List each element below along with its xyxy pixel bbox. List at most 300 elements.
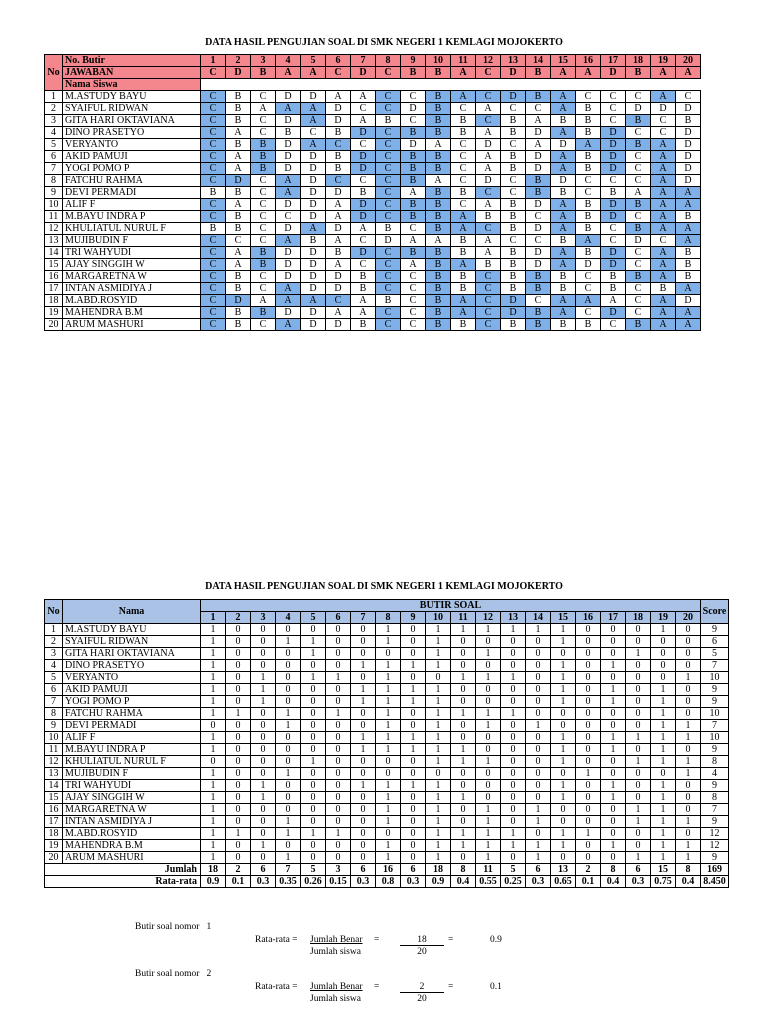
item-score: 0	[351, 672, 376, 684]
item-score: 0	[676, 792, 701, 804]
student-answer: A	[351, 307, 376, 319]
total-score: 6	[701, 636, 729, 648]
item-score: 0	[601, 720, 626, 732]
item-score: 1	[401, 696, 426, 708]
student-answer: A	[401, 235, 426, 247]
butir-number: 14	[526, 612, 551, 624]
student-answer: B	[326, 127, 351, 139]
student-answer: D	[526, 163, 551, 175]
student-answer: C	[376, 283, 401, 295]
no-header: No	[45, 55, 63, 91]
item-score: 0	[476, 696, 501, 708]
student-answer: B	[676, 259, 701, 271]
item-score: 0	[476, 636, 501, 648]
item-score: 0	[401, 624, 426, 636]
student-answer: C	[201, 139, 226, 151]
student-answer: C	[251, 175, 276, 187]
student-answer: D	[226, 175, 251, 187]
butir-number: 16	[576, 55, 601, 67]
item-score: 1	[476, 624, 501, 636]
item-score: 1	[426, 708, 451, 720]
item-score: 0	[326, 780, 351, 792]
item-score: 0	[601, 708, 626, 720]
item-score: 1	[526, 804, 551, 816]
item-score: 1	[401, 780, 426, 792]
item-score: 1	[426, 636, 451, 648]
item-score: 0	[301, 804, 326, 816]
student-answer: A	[401, 187, 426, 199]
student-name: M.BAYU INDRA P	[63, 211, 201, 223]
calc-2-rata: Rata-rata =	[255, 982, 298, 992]
calc-1-eq2: =	[448, 935, 454, 945]
answer-key: A	[651, 67, 676, 79]
item-score: 0	[551, 816, 576, 828]
item-score: 1	[201, 780, 226, 792]
student-name: MUJIBUDIN F	[63, 768, 201, 780]
item-score: 0	[626, 624, 651, 636]
total-score: 9	[701, 744, 729, 756]
item-score: 1	[376, 660, 401, 672]
student-answer: C	[626, 151, 651, 163]
student-answer: D	[326, 319, 351, 331]
item-score: 0	[401, 756, 426, 768]
item-score: 1	[426, 792, 451, 804]
student-answer: C	[201, 283, 226, 295]
student-answer: A	[301, 115, 326, 127]
student-answer: D	[526, 151, 551, 163]
student-answer-row	[45, 199, 701, 211]
student-answer: B	[551, 115, 576, 127]
item-score: 1	[326, 672, 351, 684]
student-answer: C	[576, 187, 601, 199]
item-score: 1	[376, 720, 401, 732]
student-answer: B	[451, 247, 476, 259]
student-answer: B	[426, 115, 451, 127]
rata-rata-value: 0.3	[251, 876, 276, 888]
answer-key: C	[376, 67, 401, 79]
student-answer: C	[351, 259, 376, 271]
student-answer: A	[526, 115, 551, 127]
student-answer: B	[601, 187, 626, 199]
item-score: 0	[326, 768, 351, 780]
item-score: 1	[676, 756, 701, 768]
student-answer: C	[476, 283, 501, 295]
student-answer: C	[201, 259, 226, 271]
student-answer: D	[301, 163, 326, 175]
student-answer: C	[376, 127, 401, 139]
no-header: No	[45, 600, 63, 624]
student-answer: C	[376, 139, 401, 151]
item-score: 1	[476, 828, 501, 840]
item-score: 0	[526, 636, 551, 648]
butir-number: 8	[376, 55, 401, 67]
jumlah-value: 18	[426, 864, 451, 876]
item-score: 1	[201, 852, 226, 864]
student-answer: B	[626, 199, 651, 211]
item-score: 1	[201, 636, 226, 648]
total-score: 7	[701, 660, 729, 672]
student-answer: C	[251, 235, 276, 247]
item-score: 1	[426, 744, 451, 756]
student-answer: C	[601, 235, 626, 247]
item-score: 0	[576, 780, 601, 792]
student-name: DINO PRASETYO	[63, 127, 201, 139]
item-score: 0	[451, 660, 476, 672]
student-answer: D	[601, 163, 626, 175]
student-name: FATCHU RAHMA	[63, 175, 201, 187]
student-answer: B	[576, 319, 601, 331]
student-answer: D	[326, 115, 351, 127]
item-score: 0	[351, 852, 376, 864]
item-score: 1	[426, 684, 451, 696]
item-score: 0	[276, 660, 301, 672]
item-score: 0	[601, 804, 626, 816]
student-score-row	[45, 648, 729, 660]
item-score: 1	[301, 636, 326, 648]
item-score: 0	[251, 816, 276, 828]
student-score-row	[45, 768, 729, 780]
item-score: 1	[201, 684, 226, 696]
student-answer: B	[676, 271, 701, 283]
student-answer: C	[201, 103, 226, 115]
butir-number: 9	[401, 612, 426, 624]
jumlah-row	[45, 864, 729, 876]
student-answer: D	[351, 199, 376, 211]
title-table-1: DATA HASIL PENGUJIAN SOAL DI SMK NEGERI 1 KEMLAGI MOJOKERTO	[205, 37, 563, 48]
student-answer: A	[651, 175, 676, 187]
item-score: 0	[576, 660, 601, 672]
student-answer: A	[651, 247, 676, 259]
item-score: 0	[301, 624, 326, 636]
student-name: ARUM MASHURI	[63, 852, 201, 864]
item-score: 0	[226, 840, 251, 852]
item-score: 0	[601, 636, 626, 648]
student-score-row	[45, 804, 729, 816]
item-score: 1	[251, 696, 276, 708]
item-score: 0	[676, 780, 701, 792]
item-score: 1	[476, 804, 501, 816]
item-score: 0	[551, 804, 576, 816]
item-score: 1	[651, 816, 676, 828]
answer-key: B	[426, 67, 451, 79]
item-score: 1	[526, 852, 551, 864]
student-answer: B	[251, 151, 276, 163]
student-answer: C	[476, 295, 501, 307]
item-score: 1	[201, 624, 226, 636]
student-answer: C	[626, 259, 651, 271]
student-answer: C	[476, 187, 501, 199]
student-answer: A	[451, 211, 476, 223]
item-score: 0	[651, 768, 676, 780]
item-score: 1	[426, 828, 451, 840]
row-number: 14	[45, 247, 63, 259]
student-answer: D	[301, 211, 326, 223]
item-score: 1	[276, 636, 301, 648]
student-answer: A	[251, 295, 276, 307]
student-name: MAHENDRA B.M	[63, 307, 201, 319]
item-score: 0	[576, 696, 601, 708]
student-name: MARGARETNA W	[63, 804, 201, 816]
student-answer: B	[426, 91, 451, 103]
student-answer: C	[251, 283, 276, 295]
student-answer: B	[426, 307, 451, 319]
answer-key: D	[601, 67, 626, 79]
student-name: FATCHU RAHMA	[63, 708, 201, 720]
answer-key: B	[626, 67, 651, 79]
item-score: 0	[626, 672, 651, 684]
row-number: 5	[45, 139, 63, 151]
item-score: 0	[351, 624, 376, 636]
student-answer: D	[276, 307, 301, 319]
student-answer: B	[501, 115, 526, 127]
item-score: 1	[626, 852, 651, 864]
student-name: TRI WAHYUDI	[63, 780, 201, 792]
student-answer: D	[676, 103, 701, 115]
student-answer: B	[676, 247, 701, 259]
row-number: 12	[45, 756, 63, 768]
answer-key: A	[576, 67, 601, 79]
student-answer: C	[276, 211, 301, 223]
scores-table	[44, 599, 729, 888]
item-score: 0	[576, 672, 601, 684]
student-answer: A	[651, 307, 676, 319]
student-answer: B	[401, 151, 426, 163]
student-answer: A	[576, 235, 601, 247]
student-answer: A	[651, 319, 676, 331]
item-score: 1	[426, 816, 451, 828]
student-name: YOGI POMO P	[63, 163, 201, 175]
answer-key: D	[501, 67, 526, 79]
item-score: 1	[426, 660, 451, 672]
item-score: 0	[501, 816, 526, 828]
total-score: 9	[701, 624, 729, 636]
student-answer: B	[551, 283, 576, 295]
student-answer-row	[45, 235, 701, 247]
calc-1-rata: Rata-rata =	[255, 935, 298, 945]
item-score: 1	[251, 792, 276, 804]
student-name: YOGI POMO P	[63, 696, 201, 708]
student-answer: C	[526, 295, 551, 307]
student-score-row	[45, 636, 729, 648]
answer-key: A	[676, 67, 701, 79]
student-answer: A	[301, 103, 326, 115]
student-answer: D	[601, 151, 626, 163]
student-name: INTAN ASMIDIYA J	[63, 283, 201, 295]
item-score: 1	[551, 696, 576, 708]
row-number: 3	[45, 115, 63, 127]
item-score: 0	[276, 780, 301, 792]
student-answer: D	[276, 139, 301, 151]
student-answer: A	[351, 91, 376, 103]
item-score: 0	[676, 684, 701, 696]
student-answer: A	[276, 235, 301, 247]
item-score: 1	[551, 756, 576, 768]
item-score: 1	[201, 660, 226, 672]
student-name: DEVI PERMADI	[63, 720, 201, 732]
student-answer-row	[45, 103, 701, 115]
item-score: 1	[276, 816, 301, 828]
row-number: 15	[45, 792, 63, 804]
student-answer: C	[376, 307, 401, 319]
item-score: 0	[526, 648, 551, 660]
student-answer: D	[476, 175, 501, 187]
item-score: 0	[376, 828, 401, 840]
student-answer: B	[351, 187, 376, 199]
item-score: 1	[601, 780, 626, 792]
item-score: 0	[451, 732, 476, 744]
student-answer: C	[326, 295, 351, 307]
item-score: 0	[576, 756, 601, 768]
student-answer: B	[376, 223, 401, 235]
butir-number: 17	[601, 612, 626, 624]
butir-label: No. Butir	[63, 55, 201, 67]
item-score: 0	[401, 768, 426, 780]
total-score: 9	[701, 816, 729, 828]
total-score: 8	[701, 756, 729, 768]
item-score: 0	[226, 756, 251, 768]
item-score: 1	[451, 828, 476, 840]
item-score: 1	[551, 732, 576, 744]
student-answer: C	[251, 187, 276, 199]
row-number: 14	[45, 780, 63, 792]
item-score: 0	[501, 660, 526, 672]
item-score: 1	[276, 708, 301, 720]
row-number: 17	[45, 816, 63, 828]
row-number: 10	[45, 199, 63, 211]
item-score: 0	[226, 696, 251, 708]
student-answer: C	[201, 247, 226, 259]
student-answer: A	[351, 115, 376, 127]
student-answer: A	[676, 223, 701, 235]
item-score: 0	[276, 744, 301, 756]
item-score: 0	[226, 768, 251, 780]
item-score: 0	[526, 684, 551, 696]
student-answer: D	[301, 271, 326, 283]
calc-1-jumlah-siswa: Jumlah siswa	[310, 947, 361, 957]
item-score: 1	[476, 648, 501, 660]
student-answer: B	[576, 247, 601, 259]
student-answer: C	[351, 139, 376, 151]
student-answer: A	[676, 187, 701, 199]
item-score: 1	[376, 624, 401, 636]
answer-key: D	[351, 67, 376, 79]
item-score: 0	[226, 780, 251, 792]
student-answer: C	[526, 211, 551, 223]
student-answer: C	[626, 91, 651, 103]
item-score: 0	[626, 828, 651, 840]
item-score: 0	[476, 732, 501, 744]
student-answer: C	[451, 199, 476, 211]
student-name: INTAN ASMIDIYA J	[63, 816, 201, 828]
item-score: 0	[676, 696, 701, 708]
student-answer: B	[426, 199, 451, 211]
student-answer: C	[376, 271, 401, 283]
student-answer-row	[45, 151, 701, 163]
student-answer: D	[551, 139, 576, 151]
item-score: 0	[301, 768, 326, 780]
item-score: 0	[676, 804, 701, 816]
student-answer-row	[45, 139, 701, 151]
student-score-row	[45, 672, 729, 684]
butir-number: 2	[226, 55, 251, 67]
rata-rata-value: 0.35	[276, 876, 301, 888]
student-answer: A	[326, 259, 351, 271]
item-score: 0	[576, 636, 601, 648]
student-answer: A	[226, 127, 251, 139]
jumlah-value: 6	[351, 864, 376, 876]
item-score: 1	[676, 816, 701, 828]
student-name: AJAY SINGGIH W	[63, 792, 201, 804]
student-answer: B	[351, 319, 376, 331]
item-score: 0	[576, 804, 601, 816]
item-score: 1	[676, 768, 701, 780]
item-score: 0	[451, 852, 476, 864]
student-score-row	[45, 744, 729, 756]
item-score: 0	[226, 732, 251, 744]
item-score: 1	[251, 780, 276, 792]
item-score: 1	[426, 780, 451, 792]
student-answer: A	[551, 247, 576, 259]
jumlah-value: 15	[651, 864, 676, 876]
student-answer: C	[401, 115, 426, 127]
student-answer: D	[351, 127, 376, 139]
student-answer: B	[501, 199, 526, 211]
calc-1-label: Butir soal nomor 1	[135, 922, 212, 932]
student-name: ARUM MASHURI	[63, 319, 201, 331]
total-score: 7	[701, 804, 729, 816]
student-answer: B	[426, 295, 451, 307]
item-score: 0	[626, 780, 651, 792]
item-score: 0	[501, 852, 526, 864]
item-score: 0	[601, 768, 626, 780]
student-answer-row	[45, 187, 701, 199]
jumlah-value: 5	[301, 864, 326, 876]
answers-table	[44, 54, 701, 331]
item-score: 0	[276, 840, 301, 852]
total-score: 4	[701, 768, 729, 780]
student-answer: A	[476, 235, 501, 247]
item-score: 0	[451, 636, 476, 648]
student-answer: C	[576, 307, 601, 319]
answer-key: C	[476, 67, 501, 79]
item-score: 1	[376, 672, 401, 684]
item-score: 0	[226, 648, 251, 660]
rata-rata-value: 0.9	[201, 876, 226, 888]
student-name: M.ABD.ROSYID	[63, 295, 201, 307]
student-score-row	[45, 696, 729, 708]
student-answer: B	[401, 127, 426, 139]
student-answer: C	[601, 91, 626, 103]
item-score: 0	[276, 684, 301, 696]
item-score: 0	[451, 648, 476, 660]
student-answer: C	[376, 91, 401, 103]
item-score: 1	[426, 732, 451, 744]
item-score: 0	[551, 852, 576, 864]
student-answer: C	[351, 175, 376, 187]
rata-rata-value: 0.55	[476, 876, 501, 888]
item-score: 0	[501, 648, 526, 660]
student-answer: C	[201, 91, 226, 103]
student-answer: A	[651, 271, 676, 283]
item-score: 1	[451, 744, 476, 756]
student-answer: A	[576, 139, 601, 151]
item-score: 0	[301, 660, 326, 672]
student-answer: B	[401, 247, 426, 259]
student-score-row	[45, 720, 729, 732]
item-score: 0	[226, 804, 251, 816]
butir-number: 7	[351, 612, 376, 624]
student-answer: D	[276, 247, 301, 259]
